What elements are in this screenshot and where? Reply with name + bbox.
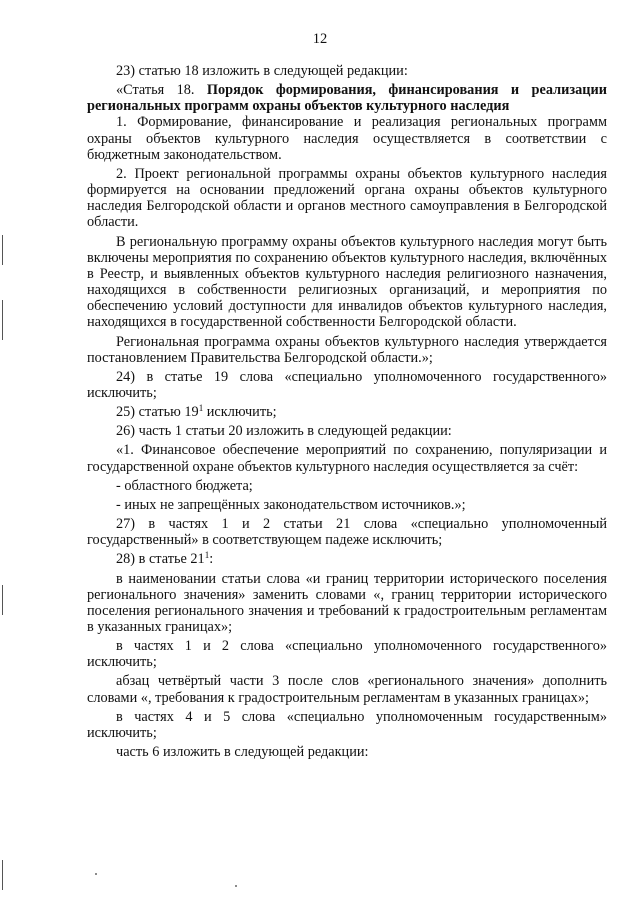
paragraph: - иных не запрещённых законодательством источников.»; bbox=[116, 496, 466, 513]
paragraph bbox=[87, 551, 607, 567]
paragraph: 1. Формирование, финансирование и реализация региональных программ охраны объектов культурного наследия осуществляется в соответствии с бюджетным законодательством. bbox=[87, 114, 607, 163]
paragraph: «1. Финансовое обеспечение мероприятий по сохранению, популяризации и государственной охране объектов культурного наследия осуществляется за счёт: bbox=[87, 442, 607, 475]
paragraph: 27) в частях 1 и 2 статьи 21 слова «специально уполномоченный государственный» в соответствующем падеже исключить; bbox=[87, 516, 607, 549]
article-heading bbox=[87, 82, 607, 114]
document-body bbox=[87, 63, 607, 760]
article-title: Порядок формирования, финансирования и реализации региональных программ охраны объектов культурного наследия bbox=[87, 82, 607, 115]
paragraph: - областного бюджета; bbox=[116, 477, 253, 494]
paragraph: 2. Проект региональной программы охраны объектов культурного наследия формируется на основании предложений органа охраны объектов культурного наследия Белгородской области и органов местного самоуправления в Белгородской области. bbox=[87, 165, 607, 231]
superscript: 1 bbox=[198, 403, 204, 414]
paragraph: в частях 4 и 5 слова «специально уполномоченным государственным» исключить; bbox=[87, 708, 607, 741]
paragraph: часть 6 изложить в следующей редакции: bbox=[116, 744, 369, 761]
text-run: : bbox=[209, 551, 214, 568]
text-run: 28) в статье 21 bbox=[116, 551, 205, 568]
scan-speck bbox=[95, 873, 97, 875]
paragraph bbox=[87, 404, 607, 420]
page-number: 12 bbox=[312, 31, 328, 47]
scan-speck bbox=[235, 885, 237, 887]
scan-margin-mark bbox=[2, 860, 3, 890]
paragraph: В региональную программу охраны объектов культурного наследия могут быть включены мероприятия по сохранению объектов культурного наследия, включённых в Реестр, и выявленных объектов культурного наследия религиозного назначения, находящихся в собственности религиозных организаций, и мероприятия по обеспечению условий доступности для инвалидов объектов культурного наследия, находящихся в государственной собственности Белгородской области. bbox=[87, 233, 607, 331]
paragraph: 24) в статье 19 слова «специально уполномоченного государственного» исключить; bbox=[87, 368, 607, 401]
paragraph: 26) часть 1 статьи 20 изложить в следующей редакции: bbox=[116, 423, 452, 440]
superscript: 1 bbox=[204, 550, 210, 561]
paragraph: 23) статью 18 изложить в следующей редакции: bbox=[116, 63, 408, 79]
paragraph: в частях 1 и 2 слова «специально уполномоченного государственного» исключить; bbox=[87, 638, 607, 671]
text-run: 25) статью 19 bbox=[116, 404, 199, 421]
scan-margin-mark bbox=[2, 300, 3, 340]
paragraph: абзац четвёртый части 3 после слов «регионального значения» дополнить словами «, требования к градостроительным регламентам в указанных границах»; bbox=[87, 673, 607, 706]
scan-margin-mark bbox=[2, 585, 3, 615]
paragraph: в наименовании статьи слова «и границ территории исторического поселения регионального значения» заменить словами «, границ территории исторического поселения регионального значения и требований к градостроительным регламентам в указанных границах»; bbox=[87, 570, 607, 635]
paragraph: Региональная программа охраны объектов культурного наследия утверждается постановлением Правительства Белгородской области.»; bbox=[87, 333, 607, 366]
article-prefix: «Статья 18. bbox=[116, 82, 207, 99]
scan-margin-mark bbox=[2, 235, 3, 265]
text-run: исключить; bbox=[203, 404, 277, 421]
